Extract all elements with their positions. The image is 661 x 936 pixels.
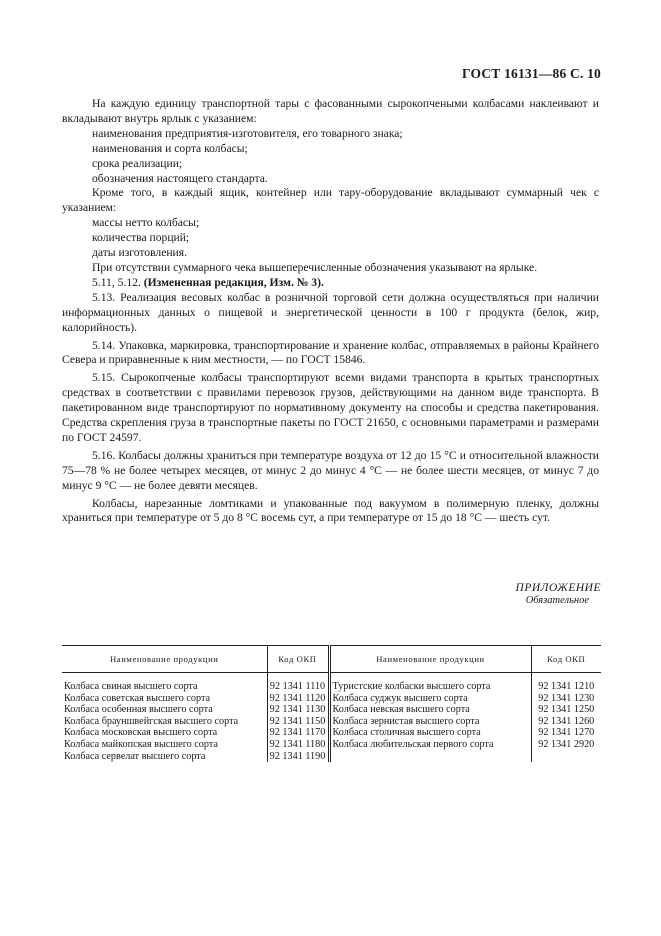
product-name-cell: Колбаса суджук высшего сорта [329, 693, 531, 705]
paragraph [62, 371, 599, 446]
product-name-cell: Колбаса советская высшего сорта [64, 692, 211, 704]
product-name-cell: Колбаса брауншвейгская высшего сорта [64, 715, 239, 727]
okp-code-cell [531, 751, 601, 763]
paragraph [62, 261, 599, 276]
paragraph [62, 157, 599, 172]
okp-code-cell: 92 1341 1210 [531, 673, 601, 693]
paragraph [62, 127, 599, 142]
paragraph-text: На каждую единицу транспортной тары с фасованными сырокопчеными колбасами наклеивают и вкладывают внутрь ярлык с указанием: [62, 97, 599, 125]
product-name-cell: Колбаса зернистая высшего сорта [329, 716, 531, 728]
okp-code-cell: 92 1341 1130 [267, 704, 329, 716]
paragraph-text: наименования и сорта колбасы; [92, 141, 248, 155]
paragraph [62, 142, 599, 157]
paragraph [62, 276, 599, 291]
table-row [62, 739, 601, 751]
product-name-cell: Колбаса свиная высшего сорта [64, 681, 198, 692]
okp-code-cell: 92 1341 1150 [267, 716, 329, 728]
column-header-name: Наименование продукции [62, 646, 267, 673]
paragraph [62, 339, 599, 369]
product-codes-table [62, 645, 601, 762]
okp-code-cell: 92 1341 1180 [267, 739, 329, 751]
product-name-cell: Туристские колбаски высшего сорта [329, 673, 531, 693]
product-name-cell: Колбаса московская высшего сорта [64, 727, 218, 739]
paragraph [62, 246, 599, 261]
column-header-code: Код ОКП [267, 646, 329, 673]
paragraph [62, 216, 599, 231]
okp-code-cell: 92 1341 1230 [531, 693, 601, 705]
appendix-title: ПРИЛОЖЕНИЕ [515, 582, 601, 594]
page-header: ГОСТ 16131—86 С. 10 [462, 66, 601, 81]
okp-code-cell: 92 1341 1250 [531, 704, 601, 716]
okp-code-cell: 92 1341 1190 [267, 751, 329, 763]
appendix-subtitle: Обязательное [525, 595, 589, 606]
okp-code-cell: 92 1341 1270 [531, 727, 601, 739]
paragraph-text: даты изготовления. [92, 246, 187, 260]
appendix-heading [516, 582, 601, 606]
table-row [62, 693, 601, 705]
table-row [62, 727, 601, 739]
table-body [62, 673, 601, 763]
okp-code-cell: 92 1341 1120 [267, 693, 329, 705]
paragraph [62, 497, 599, 527]
paragraph [62, 449, 599, 494]
table-row [62, 704, 601, 716]
product-name-cell: Колбаса невская высшего сорта [329, 704, 531, 716]
paragraph-text: При отсутствии суммарного чека вышеперечисленные обозначения указывают на ярлыке. [92, 260, 538, 274]
paragraph-text: 5.13. Реализация весовых колбас в розничной торговой сети должна осуществляться при наличии информационных данных о пищевой и энергетической ценности в 100 г продукта (белок, жир, калорийность). [62, 290, 599, 334]
okp-code-cell: 92 1341 1110 [267, 673, 329, 693]
okp-code-cell: 92 1341 1170 [267, 727, 329, 739]
okp-code-cell: 92 1341 1260 [531, 716, 601, 728]
product-name-cell: Колбаса любительская первого сорта [329, 739, 531, 751]
paragraph-text: 5.15. Сырокопченые колбасы транспортируют всеми видами транспорта в крытых транспортных средствах в соответствии с правилами перевозок грузов, действующими на данном виде транспорта. В пакетированном виде транспортируют по нормативному документу на способы и средства пакетирования. Средства скрепления груза в транспортные пакеты по ГОСТ 21650, с основными параметрами и размерами по ГОСТ 24597. [62, 371, 599, 444]
product-name-cell [329, 751, 531, 763]
paragraph [62, 186, 599, 216]
paragraph-text: Кроме того, в каждый ящик, контейнер или тару-оборудование вкладывают суммарный чек с указанием: [62, 186, 599, 215]
paragraph-text: срока реализации; [92, 156, 183, 170]
paragraph-text: наименования предприятия-изготовителя, его товарного знака; [92, 126, 403, 140]
table-header-row [62, 646, 601, 673]
paragraph [62, 172, 599, 187]
paragraph-text: 5.11, 5.12. [92, 275, 141, 289]
table-row [62, 716, 601, 728]
table-row [62, 751, 601, 763]
product-name-cell: Колбаса столичная высшего сорта [329, 727, 531, 739]
paragraph [62, 291, 599, 336]
column-header-code: Код ОКП [531, 646, 601, 673]
product-name-cell: Колбаса майкопская высшего сорта [64, 738, 218, 750]
column-header-name: Наименование продукции [329, 646, 531, 673]
paragraph [62, 231, 599, 246]
product-name-cell: Колбаса особенная высшего сорта [64, 704, 213, 716]
paragraph-text: 5.14. Упаковка, маркировка, транспортирование и хранение колбас, отправляемых в районы Крайнего Севера и приравненные к ним местности, — по ГОСТ 15846. [62, 338, 599, 367]
okp-code-cell: 92 1341 2920 [531, 739, 601, 751]
paragraph-text: 5.16. Колбасы должны храниться при температуре воздуха от 12 до 15 °С и относительной влажности 75—78 % не более четырех месяцев, от минус 2 до минус 4 °С — не более шести месяцев, от минус 7 до минус 9 °С — не более девяти месяцев. [62, 448, 599, 492]
paragraph-text: Колбасы, нарезанные ломтиками и упакованные под вакуумом в полимерную пленку, должны храниться при температуре от 5 до 8 °С восемь сут, а при температуре от 15 до 18 °С — шесть сут. [62, 496, 599, 525]
paragraph-text: массы нетто колбасы; [92, 216, 200, 230]
paragraph-text: обозначения настоящего стандарта. [92, 171, 268, 185]
paragraph [62, 97, 599, 127]
paragraph-text: количества порций; [92, 231, 190, 245]
table-row [62, 673, 601, 693]
document-body [62, 97, 599, 526]
amendment-note: (Измененная редакция, Изм. № 3). [143, 275, 324, 289]
product-name-cell: Колбаса сервелат высшего сорта [64, 750, 206, 762]
